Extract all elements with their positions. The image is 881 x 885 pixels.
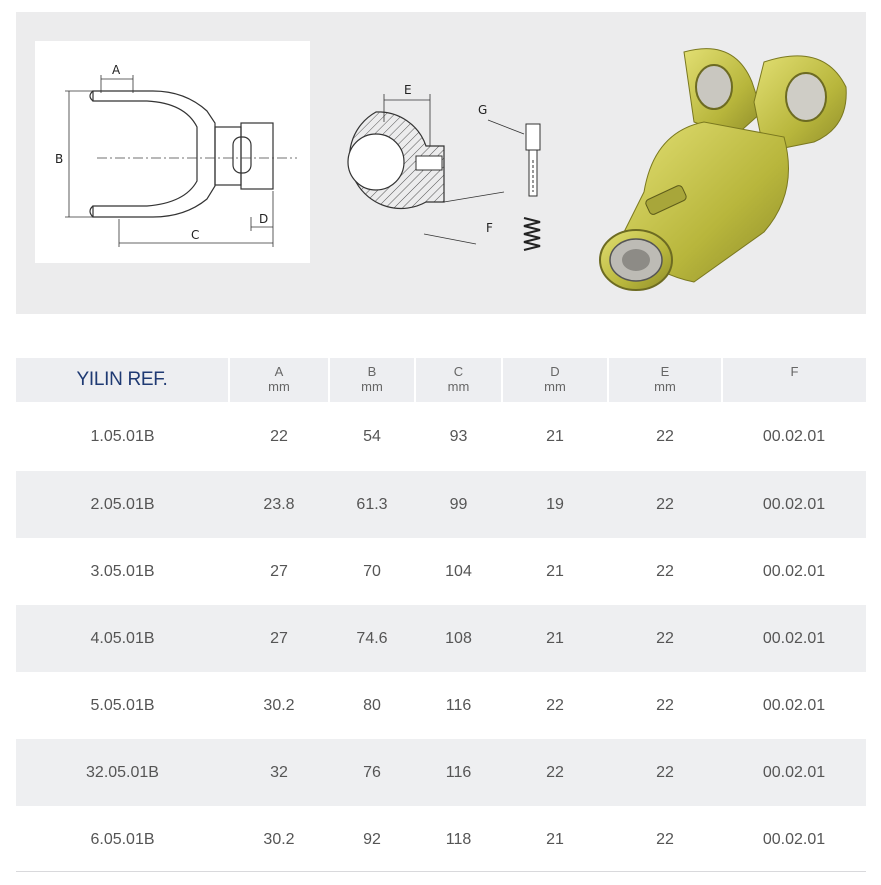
cell-e: 22	[608, 538, 722, 605]
header-unit-label: mm	[361, 379, 383, 394]
cell-d: 22	[502, 672, 608, 739]
cell-d: 21	[502, 538, 608, 605]
cell-a: 30.2	[229, 672, 329, 739]
cell-e: 22	[608, 739, 722, 806]
cell-b: 61.3	[329, 471, 415, 538]
section-view-drawing	[326, 72, 556, 272]
cell-f: 00.02.01	[722, 471, 866, 538]
header-unit-label: mm	[268, 379, 290, 394]
table-row	[16, 471, 866, 538]
header-dim-label: A	[274, 364, 284, 379]
col-header-e	[608, 358, 722, 402]
cell-f: 00.02.01	[722, 402, 866, 471]
table-row	[16, 739, 866, 806]
specification-table	[16, 358, 866, 873]
table-row	[16, 538, 866, 605]
table-row	[16, 672, 866, 739]
cell-b: 92	[329, 806, 415, 873]
col-header-d	[502, 358, 608, 402]
col-header-ref	[16, 358, 229, 402]
cell-d: 21	[502, 605, 608, 672]
yoke-product-photo	[584, 42, 854, 312]
table-bottom-divider	[16, 871, 866, 872]
cell-e: 22	[608, 471, 722, 538]
header-dim-label: D	[550, 364, 560, 379]
dim-e-label: E	[404, 83, 412, 97]
cell-a: 30.2	[229, 806, 329, 873]
header-dim-label: C	[453, 364, 464, 379]
dim-d-label: D	[259, 212, 269, 226]
cell-f: 00.02.01	[722, 806, 866, 873]
cell-f: 00.02.01	[722, 739, 866, 806]
cell-a: 22	[229, 402, 329, 471]
cell-f: 00.02.01	[722, 538, 866, 605]
cell-ref: 1.05.01B	[16, 402, 229, 471]
cell-b: 70	[329, 538, 415, 605]
cell-f: 00.02.01	[722, 672, 866, 739]
cell-c: 104	[415, 538, 502, 605]
cell-ref: 6.05.01B	[16, 806, 229, 873]
cell-b: 54	[329, 402, 415, 471]
table-header-row	[16, 358, 866, 402]
cell-d: 21	[502, 402, 608, 471]
table-row	[16, 605, 866, 672]
cell-c: 108	[415, 605, 502, 672]
cell-c: 99	[415, 471, 502, 538]
dim-a-label: A	[112, 63, 121, 77]
dim-b-label: B	[55, 152, 64, 166]
cell-a: 23.8	[229, 471, 329, 538]
dim-f-label: F	[486, 221, 493, 235]
col-header-f	[722, 358, 866, 402]
side-view-drawing	[35, 41, 310, 263]
cell-c: 116	[415, 672, 502, 739]
table-row	[16, 402, 866, 471]
cell-a: 32	[229, 739, 329, 806]
cell-e: 22	[608, 672, 722, 739]
header-ref-label: YILIN REF.	[76, 369, 168, 390]
header-unit-label: mm	[544, 379, 566, 394]
cell-a: 27	[229, 538, 329, 605]
cell-d: 19	[502, 471, 608, 538]
dim-g-label: G	[478, 103, 488, 117]
header-dim-label: B	[367, 364, 377, 379]
cell-ref: 3.05.01B	[16, 538, 229, 605]
cell-ref: 5.05.01B	[16, 672, 229, 739]
table-row	[16, 806, 866, 873]
dim-c-label: C	[191, 228, 200, 242]
cell-c: 116	[415, 739, 502, 806]
cell-e: 22	[608, 806, 722, 873]
cell-f: 00.02.01	[722, 605, 866, 672]
cell-e: 22	[608, 402, 722, 471]
cell-c: 118	[415, 806, 502, 873]
cell-d: 22	[502, 739, 608, 806]
cell-b: 74.6	[329, 605, 415, 672]
cell-b: 76	[329, 739, 415, 806]
product-image-panel	[16, 12, 866, 314]
header-dim-label: E	[660, 364, 670, 379]
header-dim-label: F	[790, 364, 799, 379]
col-header-c	[415, 358, 502, 402]
cell-a: 27	[229, 605, 329, 672]
cell-ref: 32.05.01B	[16, 739, 229, 806]
header-unit-label: mm	[654, 379, 676, 394]
col-header-b	[329, 358, 415, 402]
cell-d: 21	[502, 806, 608, 873]
cell-ref: 4.05.01B	[16, 605, 229, 672]
cell-c: 93	[415, 402, 502, 471]
cell-e: 22	[608, 605, 722, 672]
col-header-a	[229, 358, 329, 402]
cell-ref: 2.05.01B	[16, 471, 229, 538]
header-unit-label: mm	[447, 379, 470, 394]
cell-b: 80	[329, 672, 415, 739]
